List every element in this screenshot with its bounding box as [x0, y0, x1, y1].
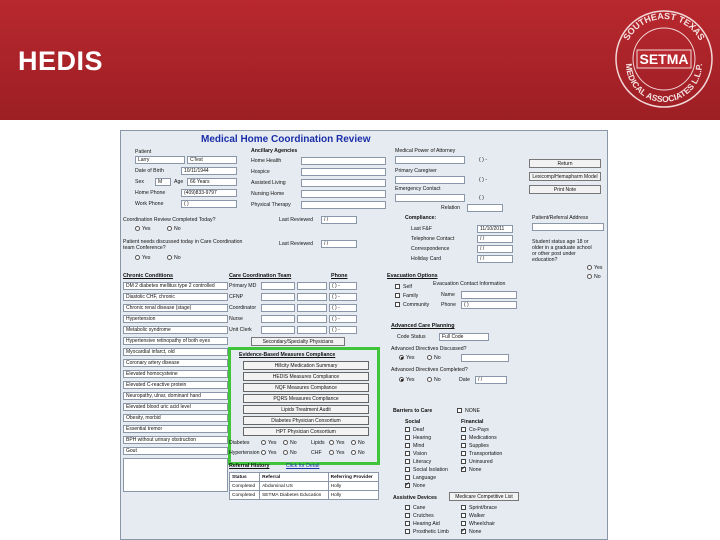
code-status-field[interactable]: Full Code	[439, 333, 489, 341]
nurse-phone[interactable]: ( ) -	[329, 315, 357, 323]
chronic-item[interactable]: Metabolic syndrome	[123, 326, 228, 334]
social-option: Hearing	[413, 435, 432, 441]
assistive-option: Sprint/brace	[469, 505, 497, 511]
student-yes-radio[interactable]	[587, 265, 592, 270]
form-title: Medical Home Coordination Review	[201, 134, 371, 145]
nqf-compliance-button[interactable]: NQF Measures Compliance	[243, 383, 369, 392]
assistive-option: None	[469, 529, 482, 535]
referral-header: Referral	[260, 473, 329, 482]
chronic-item[interactable]: Obesity, morbid	[123, 414, 228, 422]
coordination-yes-label: Yes	[142, 226, 151, 232]
hypertension-label: Hypertension	[229, 450, 260, 456]
chronic-item-empty[interactable]	[123, 458, 228, 492]
patient-last-name-field[interactable]: Larry	[135, 156, 185, 164]
social-option: None	[413, 483, 426, 489]
chronic-item[interactable]: Chronic renal disease (stage)	[123, 304, 228, 312]
conference-yes-radio[interactable]	[135, 255, 140, 260]
financial-option: Supplies	[469, 443, 489, 449]
diabetes-yes-label: Yes	[268, 440, 277, 446]
assisted-living-field[interactable]	[301, 179, 386, 187]
directives-completed-question: Advanced Directives Completed?	[391, 367, 468, 373]
primary-md-field-2[interactable]	[297, 282, 327, 290]
financial-checkbox[interactable]	[461, 459, 466, 464]
referral-name: SETMA Diabetes Education	[260, 491, 329, 500]
pqrs-compliance-button[interactable]: PQRS Measures Compliance	[243, 394, 369, 403]
student-status-question: Student status age 18 or older in a graduate school or other post under education?	[532, 239, 592, 263]
assistive-option: Wheelchair	[469, 521, 495, 527]
referral-status: Completed	[230, 491, 260, 500]
mpoa-field[interactable]	[395, 156, 465, 164]
hypertension-yes-radio[interactable]	[261, 450, 266, 455]
assistive-checkbox[interactable]	[461, 521, 466, 526]
evacuation-name-label: Name	[441, 292, 455, 298]
chronic-item[interactable]: Elevated blood uric acid level	[123, 403, 228, 411]
evacuation-self-label: Self	[403, 284, 412, 290]
relation-field[interactable]	[467, 204, 503, 212]
return-button[interactable]: Return	[529, 159, 601, 168]
coordination-no-radio[interactable]	[167, 226, 172, 231]
barriers-none-label: NONE	[465, 408, 480, 414]
lexicomp-model-button[interactable]: Lexicomp/Hemapharm Model	[529, 172, 601, 181]
hypertension-no-label: No	[290, 450, 297, 456]
svg-text:MEDICAL ASSOCIATES L.L.P.: MEDICAL ASSOCIATES L.L.P.	[623, 62, 705, 105]
social-checkbox[interactable]	[405, 443, 410, 448]
conference-yes-label: Yes	[142, 255, 151, 261]
assistive-option: Prosthetic Limb	[413, 529, 449, 535]
chronic-item[interactable]: BPH without urinary obstruction	[123, 436, 228, 444]
care-team-coordinator-label: Coordinator	[229, 305, 257, 311]
work-phone-field[interactable]: ( )	[181, 200, 237, 208]
work-phone-label: Work Phone	[135, 201, 164, 207]
social-option: Language	[413, 475, 437, 481]
assistive-option: Walker	[469, 513, 485, 519]
nurse-field[interactable]	[261, 315, 295, 323]
assistive-option: Crutches	[413, 513, 434, 519]
assistive-checkbox[interactable]	[461, 505, 466, 510]
setma-logo	[612, 6, 716, 112]
chf-label: CHF	[311, 450, 322, 456]
sex-label: Sex	[135, 179, 144, 185]
assistive-option: Cane	[413, 505, 426, 511]
compliance-holiday-field[interactable]: / /	[477, 255, 513, 263]
referral-name: Abdominal US	[260, 482, 329, 491]
ebm-title: Evidence-Based Measures Compliance	[239, 352, 336, 358]
evacuation-title: Evacuation Options	[387, 273, 438, 279]
ancillary-home-health: Home Health	[251, 158, 282, 164]
lipids-yes-radio[interactable]	[329, 440, 334, 445]
chf-no-label: No	[358, 450, 365, 456]
directives-discussed-question: Advanced Directives Discussed?	[391, 346, 467, 352]
assistive-checkbox[interactable]	[405, 513, 410, 518]
last-reviewed-field-1[interactable]: / /	[321, 216, 357, 224]
financial-checkbox[interactable]	[461, 443, 466, 448]
social-option: Literacy	[413, 459, 432, 465]
lipids-audit-button[interactable]: Lipids Treatment Audit	[243, 405, 369, 414]
directives-discussed-no-label: No	[434, 355, 441, 361]
financial-option: Co-Pays	[469, 427, 489, 433]
svg-text:SOUTHEAST TEXAS: SOUTHEAST TEXAS	[621, 10, 707, 42]
chronic-item[interactable]: Essential tremor	[123, 425, 228, 433]
directives-date-field[interactable]: / /	[475, 376, 507, 384]
ebm-compliance-panel	[228, 347, 380, 465]
evacuation-name-field[interactable]	[461, 291, 517, 299]
care-team-cfnp-label: CFNP	[229, 294, 244, 300]
student-yes-label: Yes	[594, 265, 603, 271]
care-team-primary-md-label: Primary MD	[229, 283, 257, 289]
unit-clerk-field-2[interactable]	[297, 326, 327, 334]
chronic-item[interactable]: Myocardial infarct, old	[123, 348, 228, 356]
compliance-correspondence-field[interactable]: / /	[477, 245, 513, 253]
home-phone-label: Home Phone	[135, 190, 166, 196]
last-reviewed-label-1: Last Reviewed	[279, 217, 314, 223]
unit-clerk-field[interactable]	[261, 326, 295, 334]
mpoa-phone[interactable]: ( ) -	[479, 157, 488, 163]
mpoa-label: Medical Power of Attorney	[395, 148, 456, 154]
compliance-holiday-label: Holiday Card	[411, 256, 441, 262]
svg-text:SETMA: SETMA	[639, 51, 689, 67]
financial-checkbox[interactable]	[461, 451, 466, 456]
coordinator-field[interactable]	[261, 304, 295, 312]
social-checkbox[interactable]	[405, 459, 410, 464]
emergency-contact-label: Emergency Contact	[395, 186, 441, 192]
referral-header: Referring Provider	[328, 473, 378, 482]
ancillary-assisted-living: Assisted Living	[251, 180, 286, 186]
social-checkbox[interactable]	[405, 451, 410, 456]
sex-field[interactable]: M	[155, 178, 171, 186]
evacuation-phone-field[interactable]: ( )	[461, 301, 517, 309]
patient-first-name-field[interactable]: CTest	[187, 156, 237, 164]
lipids-label: Lipids	[311, 440, 325, 446]
advanced-care-title: Advanced Care Planning	[391, 323, 455, 329]
cfnp-field[interactable]	[261, 293, 295, 301]
social-checkbox[interactable]	[405, 467, 410, 472]
chronic-item[interactable]: Diastolic CHF, chronic	[123, 293, 228, 301]
assistive-checkbox[interactable]	[405, 529, 410, 534]
assistive-checkbox[interactable]	[461, 513, 466, 518]
directives-discussed-no-radio[interactable]	[427, 355, 432, 360]
ancillary-physical-therapy: Physical Therapy	[251, 202, 291, 208]
primary-md-field[interactable]	[261, 282, 295, 290]
coordinator-phone[interactable]: ( ) -	[329, 304, 357, 312]
coordination-no-label: No	[174, 226, 181, 232]
chronic-item[interactable]: Elevated C-reactive protein	[123, 381, 228, 389]
chronic-item[interactable]: Coronary artery disease	[123, 359, 228, 367]
cfnp-phone[interactable]: ( ) -	[329, 293, 357, 301]
referral-table	[229, 472, 379, 500]
financial-title: Financial	[461, 419, 484, 425]
nurse-field-2[interactable]	[297, 315, 327, 323]
hospice-field[interactable]	[301, 168, 386, 176]
cfnp-field-2[interactable]	[297, 293, 327, 301]
directives-completed-yes-radio[interactable]	[399, 377, 404, 382]
hypertension-yes-label: Yes	[268, 450, 277, 456]
diabetes-yes-radio[interactable]	[261, 440, 266, 445]
patient-email-field[interactable]	[532, 223, 604, 231]
evacuation-community-label: Community	[403, 302, 430, 308]
unit-clerk-phone[interactable]: ( ) -	[329, 326, 357, 334]
emergency-contact-field[interactable]	[395, 194, 465, 202]
directives-discussed-field[interactable]	[461, 354, 509, 362]
chronic-item[interactable]: Hypertension	[123, 315, 228, 323]
home-health-field[interactable]	[301, 157, 386, 165]
coordination-yes-radio[interactable]	[135, 226, 140, 231]
financial-checkbox[interactable]	[461, 435, 466, 440]
financial-option: None	[469, 467, 482, 473]
social-checkbox[interactable]	[405, 483, 410, 488]
evacuation-family-checkbox[interactable]	[395, 293, 400, 298]
social-option: Mind	[413, 443, 425, 449]
social-title: Social	[405, 419, 421, 425]
diabetes-consortium-button[interactable]: Diabetes Physician Consortium	[243, 416, 369, 425]
dob-field[interactable]: 10/11/1944	[181, 167, 237, 175]
directives-discussed-yes-radio[interactable]	[399, 355, 404, 360]
directives-discussed-yes-label: Yes	[406, 355, 415, 361]
lipids-no-label: No	[358, 440, 365, 446]
medicare-competitive-list-button[interactable]: Medicare Competitive List	[449, 492, 519, 501]
chronic-conditions-title: Chronic Conditions	[123, 273, 174, 279]
evacuation-family-label: Family	[403, 293, 419, 299]
financial-option: Transportation	[469, 451, 503, 457]
compliance-title: Compliance:	[405, 215, 437, 221]
directives-completed-yes-label: Yes	[406, 377, 415, 383]
specialists-button[interactable]: Secondary/Specialty Physicians	[251, 337, 345, 346]
referral-detail-link[interactable]: Click for Detail	[286, 463, 320, 469]
assistive-option: Hearing Aid	[413, 521, 440, 527]
coordination-completed-question: Coordination Review Completed Today?	[123, 217, 216, 223]
student-no-radio[interactable]	[587, 274, 592, 279]
conference-no-label: No	[174, 255, 181, 261]
table-row[interactable]	[230, 482, 379, 491]
chronic-item[interactable]: Hypertensive retinopathy of both eyes	[123, 337, 228, 345]
social-checkbox[interactable]	[405, 427, 410, 432]
directives-completed-no-radio[interactable]	[427, 377, 432, 382]
compliance-last-ff-field[interactable]: 11/10/2011	[477, 225, 513, 233]
financial-checkbox[interactable]	[461, 467, 466, 472]
referral-header: Status	[230, 473, 260, 482]
diabetes-label: Diabetes	[229, 440, 250, 446]
primary-caregiver-label: Primary Caregiver	[395, 168, 437, 174]
financial-checkbox[interactable]	[461, 427, 466, 432]
barriers-title: Barriers to Care	[393, 408, 433, 414]
evacuation-contact-label: Evacuation Contact Information	[433, 281, 506, 287]
conference-no-radio[interactable]	[167, 255, 172, 260]
compliance-correspondence-label: Correspondence	[411, 246, 450, 252]
assistive-checkbox[interactable]	[405, 505, 410, 510]
social-checkbox[interactable]	[405, 435, 410, 440]
physical-therapy-field[interactable]	[301, 201, 386, 209]
age-field[interactable]: 66 Years	[187, 178, 237, 186]
lipids-no-radio[interactable]	[351, 440, 356, 445]
primary-md-phone[interactable]: ( ) -	[329, 282, 357, 290]
patient-email-label: Patient/Referral Address	[532, 215, 589, 221]
coordinator-field-2[interactable]	[297, 304, 327, 312]
patient-label: Patient	[135, 149, 152, 155]
chronic-item[interactable]: DM 2 diabetes mellitus type 2 controlled	[123, 282, 228, 290]
chronic-item[interactable]: Neuropathy, ulnar, dominant hand	[123, 392, 228, 400]
nursing-home-field[interactable]	[301, 190, 386, 198]
print-note-button[interactable]: Print Note	[529, 185, 601, 194]
last-reviewed-label-2: Last Reviewed	[279, 241, 314, 247]
student-no-label: No	[594, 274, 601, 280]
social-option: Vision	[413, 451, 428, 457]
financial-option: Uninsured	[469, 459, 493, 465]
compliance-telephone-label: Telephone Contact	[411, 236, 455, 242]
care-team-phone-title: Phone	[331, 273, 348, 279]
assistive-checkbox[interactable]	[405, 521, 410, 526]
diabetes-no-label: No	[290, 440, 297, 446]
primary-caregiver-field[interactable]	[395, 176, 465, 184]
chf-no-radio[interactable]	[351, 450, 356, 455]
hpt-consortium-button[interactable]: HPT Physician Consortium	[243, 427, 369, 436]
social-option: Deaf	[413, 427, 424, 433]
chf-yes-label: Yes	[336, 450, 345, 456]
medication-summary-button[interactable]: Hillcity Medication Summary	[243, 361, 369, 370]
care-conference-question: Patient needs discussed today in Care Coordination team Conference?	[123, 239, 243, 251]
hypertension-no-radio[interactable]	[283, 450, 288, 455]
compliance-telephone-field[interactable]: / /	[477, 235, 513, 243]
primary-caregiver-phone[interactable]: ( ) -	[479, 177, 488, 183]
referral-history-title: Referral History	[229, 463, 270, 469]
compliance-last-ff-label: Last F&F	[411, 226, 433, 232]
emergency-contact-phone[interactable]: ( )	[479, 195, 484, 201]
referral-status: Completed	[230, 482, 260, 491]
lipids-yes-label: Yes	[336, 440, 345, 446]
diabetes-no-radio[interactable]	[283, 440, 288, 445]
financial-option: Medications	[469, 435, 497, 441]
chf-yes-radio[interactable]	[329, 450, 334, 455]
care-team-title: Care Coordination Team	[229, 273, 292, 279]
chronic-item[interactable]: Gout	[123, 447, 228, 455]
age-label: Age	[174, 179, 184, 185]
last-reviewed-field-2[interactable]: / /	[321, 240, 357, 248]
referral-provider: Holly	[328, 482, 378, 491]
assistive-checkbox[interactable]	[461, 529, 466, 534]
evacuation-phone-label: Phone	[441, 302, 457, 308]
barriers-none-checkbox[interactable]	[457, 408, 462, 413]
table-row[interactable]	[230, 491, 379, 500]
ancillary-title: Ancillary Agencies	[251, 148, 298, 154]
relation-label: Relation	[441, 205, 461, 211]
chronic-item[interactable]: Elevated homocysteine	[123, 370, 228, 378]
code-status-label: Code Status	[397, 334, 426, 340]
assistive-devices-title: Assistive Devices	[393, 495, 437, 501]
care-team-unit-clerk-label: Unit Clerk	[229, 327, 252, 333]
slide-banner	[0, 0, 720, 120]
social-option: Social Isolation	[413, 467, 448, 473]
ancillary-nursing-home: Nursing Home	[251, 191, 285, 197]
evacuation-self-checkbox[interactable]	[395, 284, 400, 289]
dob-label: Date of Birth	[135, 168, 164, 174]
evacuation-community-checkbox[interactable]	[395, 302, 400, 307]
hedis-compliance-button[interactable]: HEDIS Measures Compliance	[243, 372, 369, 381]
social-checkbox[interactable]	[405, 475, 410, 480]
slide-title: HEDIS	[18, 46, 104, 76]
coordination-review-form	[120, 130, 608, 540]
referral-provider: Holly	[328, 491, 378, 500]
home-phone-field[interactable]: (409)833-9797	[181, 189, 237, 197]
directives-date-label: Date	[459, 377, 470, 383]
ancillary-hospice: Hospice	[251, 169, 270, 175]
care-team-nurse-label: Nurse	[229, 316, 243, 322]
directives-completed-no-label: No	[434, 377, 441, 383]
